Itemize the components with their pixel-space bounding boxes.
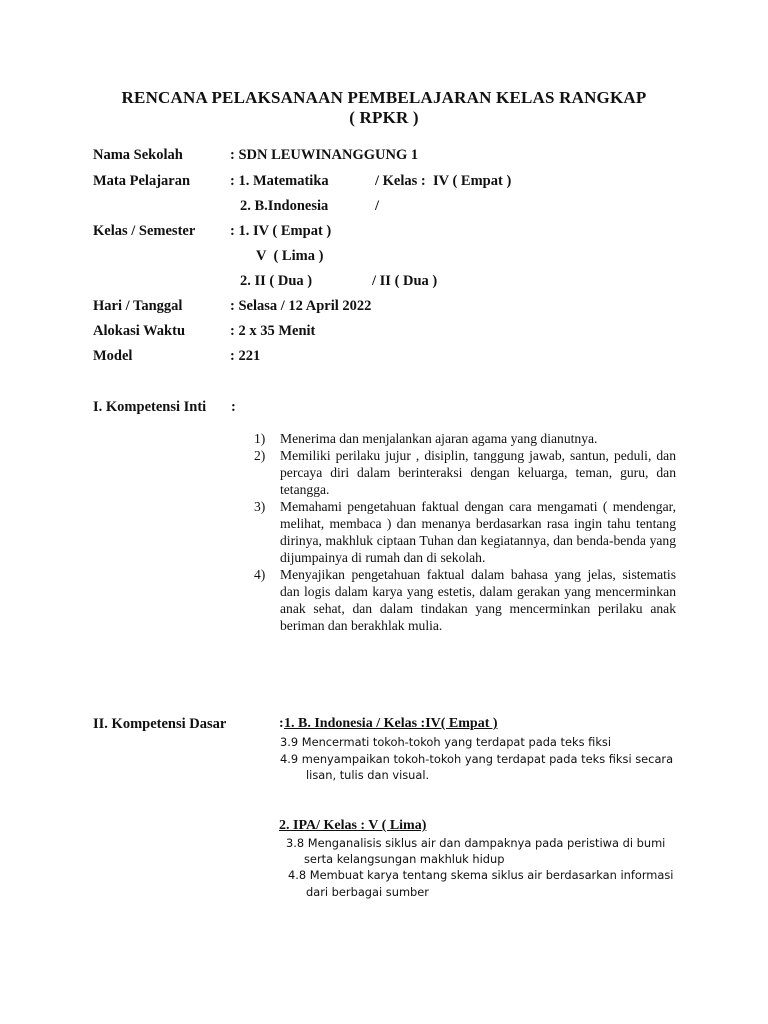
kelas-value-2b: / II ( Dua ) (372, 273, 438, 289)
kd-section1-line: lisan, tulis dan visual. (306, 768, 430, 782)
mata-pelajaran-value-2: 2. B.Indonesia (240, 198, 329, 214)
kd-section2-line: 3.8 Menganalisis siklus air dan dampaknya pada peristiwa di bumi (286, 836, 666, 850)
list-item-text: Menerima dan menjalankan ajaran agama yang dianutnya. (280, 431, 598, 446)
kelas-value-2: 2. II ( Dua ) (240, 273, 313, 289)
kelas-value-1b: V ( Lima ) (256, 248, 324, 264)
kd-section2-title: 2. IPA/ Kelas : V ( Lima) (279, 818, 427, 833)
list-item-number: 2) (254, 448, 266, 463)
mata-pelajaran-value-1: : 1. Matematika (230, 173, 329, 189)
kelas-semester-label: Kelas / Semester (93, 223, 196, 239)
hari-tanggal-label: Hari / Tanggal (93, 298, 183, 314)
alokasi-waktu-value: : 2 x 35 Menit (230, 323, 316, 339)
list-item-text: Memiliki perilaku jujur , disiplin, tanggung jawab, santun, peduli, dan percaya diri dalam berinteraksi dengan keluarga, teman, guru, dan tetangga. (280, 448, 676, 497)
model-value: : 221 (230, 348, 261, 364)
list-item (254, 566, 676, 634)
kompetensi-inti-colon: : (231, 399, 236, 415)
model-label: Model (93, 348, 133, 364)
hari-tanggal-value: : Selasa / 12 April 2022 (230, 298, 372, 314)
kd-section1-title: 1. B. Indonesia / Kelas :IV( Empat ) (284, 716, 498, 731)
list-item (254, 430, 676, 447)
mata-pelajaran-kelas-1: / Kelas : IV ( Empat ) (375, 173, 512, 189)
kd-section2-line: serta kelangsungan makhluk hidup (304, 852, 505, 866)
kompetensi-dasar-colon: : (279, 716, 284, 731)
kompetensi-inti-heading: I. Kompetensi Inti (93, 399, 207, 415)
list-item-number: 1) (254, 431, 266, 446)
list-item (254, 498, 676, 566)
kd-section2-line: 4.8 Membuat karya tentang skema siklus air berdasarkan informasi (288, 868, 674, 882)
document-title: RENCANA PELAKSANAAN PEMBELAJARAN KELAS RANGKAP (121, 88, 647, 107)
document-subtitle: ( RPKR ) (349, 108, 419, 127)
mata-pelajaran-kelas-2: / (375, 198, 380, 214)
nama-sekolah-label: Nama Sekolah (93, 147, 183, 163)
kd-section2-line: dari berbagai sumber (306, 885, 429, 899)
kd-section1-line: 3.9 Mencermati tokoh-tokoh yang terdapat pada teks fiksi (280, 735, 612, 749)
mata-pelajaran-label: Mata Pelajaran (93, 173, 191, 189)
alokasi-waktu-label: Alokasi Waktu (93, 323, 186, 339)
list-item-text: Menyajikan pengetahuan faktual dalam bahasa yang jelas, sistematis dan logis dalam karya yang estetis, dalam gerakan yang mencerminkan anak sehat, dan dalam tindakan yang mencerminkan perilaku anak beriman dan berakhlak mulia. (280, 567, 676, 633)
kompetensi-dasar-heading: II. Kompetensi Dasar (93, 716, 227, 732)
kd-section1-line: 4.9 menyampaikan tokoh-tokoh yang terdapat pada teks fiksi secara (280, 752, 674, 766)
list-item-text: Memahami pengetahuan faktual dengan cara mengamati ( mendengar, melihat, membaca ) dan menanya berdasarkan rasa ingin tahu tentang dirinya, makhluk ciptaan Tuhan dan kegiatannya, dan benda-benda yang dijumpainya di rumah dan di sekolah. (280, 499, 676, 565)
list-item (254, 447, 676, 498)
kelas-value-1: : 1. IV ( Empat ) (230, 223, 332, 239)
kompetensi-inti-list (254, 430, 676, 634)
list-item-number: 4) (254, 567, 266, 582)
list-item-number: 3) (254, 499, 266, 514)
nama-sekolah-value: : SDN LEUWINANGGUNG 1 (230, 147, 419, 163)
